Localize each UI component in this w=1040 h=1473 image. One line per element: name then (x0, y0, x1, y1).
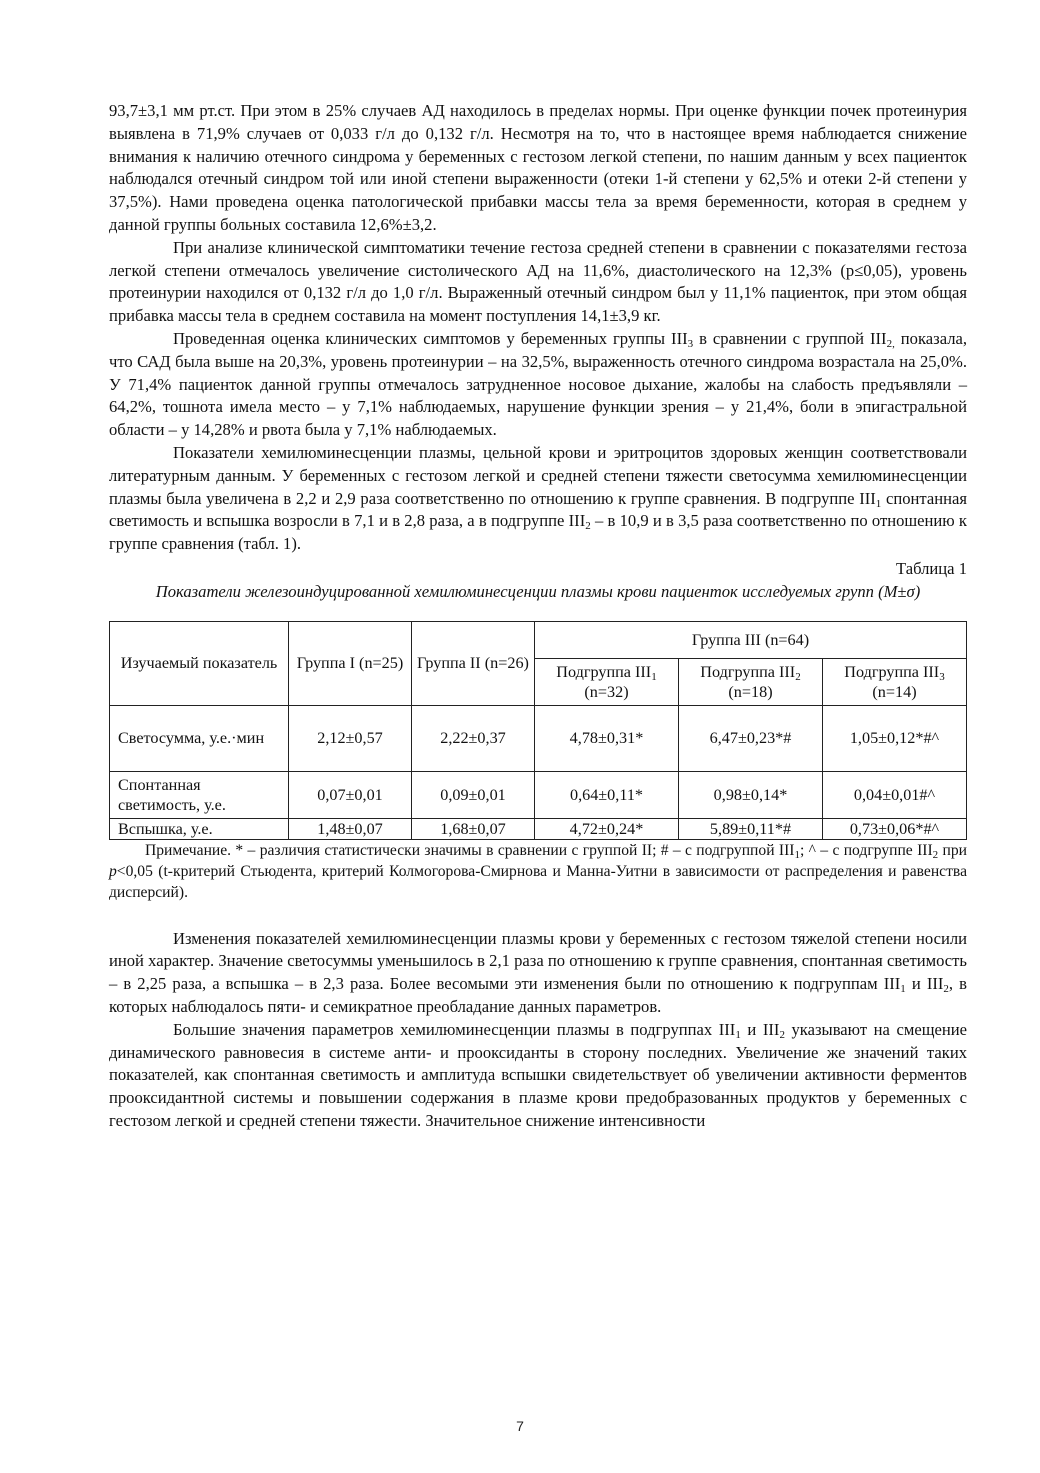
table-row: Светосумма, у.е.·мин 2,12±0,57 2,22±0,37 4,78±0,31* 6,47±0,23*# 1,05±0,12*#^ (110, 705, 967, 771)
paragraph-3: Проведенная оценка клинических симптомов у беременных группы $III_3$ в сравнении с группой $III_{2,}$ показала, что САД была выше на 20,3%, уровень протеинурии – на 32,5%, выраженность отечного синдрома возрастала на 25,0%. У 71,4% пациенток данной группы отмечалось затрудненное носовое дыхание, жалобы на слабость предъявляли – 64,2%, тошнота имела место – у 7,1% наблюдаемых, нарушение функции зрения – у 21,4%, боли в эпигастральной области – у 14,28% и рвота была у 7,1% наблюдаемых. (109, 328, 968, 440)
header-group-1: Группа I (n=25) (289, 621, 412, 705)
page-number: 7 (516, 1418, 524, 1434)
data-table (109, 621, 967, 840)
paragraph-2: При анализе клинической симптоматики течение гестоза средней степени в сравнении с показателями гестоза легкой степени отмечалось увеличение систолического АД на 11,6%, диастолического на 12,3% (р≤0,05), уровень протеинурии находился от 0,132 г/л до 1,0 г/л. Выраженный отечный синдром был у 11,1% пациенток, при этом общая прибавка массы тела в среднем составила на момент поступления 14,1±3,9 кг. (109, 237, 967, 326)
table-row: Спонтанная светимость, у.е. 0,07±0,01 0,09±0,01 0,64±0,11* 0,98±0,14* 0,04±0,01#^ (110, 771, 967, 818)
header-group-3: Группа III (n=64) (535, 621, 967, 658)
header-subgroup-1: Подгруппа $III_1$ (n=32) (535, 658, 679, 705)
table-note: Примечание. * – различия статистически значимы в сравнении с группой II; # – с подгруппой $III_1$; ^ – с подгруппе $III_2$ при p<0,05 (t-критерий Стьюдента, критерий Колмогорова-Смирнова и Манна-Уитни в зависимости от распределения и равенства дисперсий). (109, 841, 967, 901)
header-subgroup-3: Подгруппа $III_3$ (n=14) (823, 658, 967, 705)
table-row: Вспышка, у.е. 1,48±0,07 1,68±0,07 4,72±0,24* 5,89±0,11*# 0,73±0,06*#^ (110, 818, 967, 839)
paragraph-6: Большие значения параметров хемилюминесценции плазмы в подгруппах $III_1$ и $III_2$ указывают на смещение динамического равновесия в системе анти- и прооксиданты в сторону последних. Увеличение же значений таких показателей, как спонтанная светимость и амплитуда вспышки свидетельствует об увеличении активности ферментов прооксидантной системы и повышении содержания в плазме крови предобразованных продуктов у беременных с гестозом легкой и средней степени тяжести. Значительное снижение интенсивности (109, 1019, 967, 1130)
paragraph-5: Изменения показателей хемилюминесценции плазмы крови у беременных с гестозом тяжелой степени носили иной характер. Значение светосуммы уменьшилось в 2,1 раза по отношению к группе сравнения, спонтанная светимость – в 2,25 раза, а вспышка – в 2,3 раза. Более весомыми эти изменения были по отношению к подгруппам $III_1$ и $III_2$, в которых наблюдалось пяти- и семикратное преобладание данных параметров. (109, 928, 967, 1016)
paragraph-4: Показатели хемилюминесценции плазмы, цельной крови и эритроцитов здоровых женщин соответствовали литературным данным. У беременных с гестозом легкой и средней степени тяжести светосумма хемилюминесценции плазмы была увеличена в 2,2 и 2,9 раза соответственно по отношению к группе сравнения. В подгруппе $III_1$ спонтанная светимость и вспышка возросли в 7,1 и в 2,8 раза, а в подгруппе $III_2$ – в 10,9 и в 3,5 раза соответственно по отношению к группе сравнения (табл. 1). (109, 442, 968, 554)
header-group-2: Группа II (n=26) (412, 621, 535, 705)
table-title: Показатели железоиндуцированной хемилюминесценции плазмы крови пациенток исследуемых групп (M±σ) (155, 581, 921, 601)
table-number: Таблица 1 (896, 558, 967, 578)
header-subgroup-2: Подгруппа $III_2$ (n=18) (679, 658, 823, 705)
paragraph-1: 93,7±3,1 мм рт.ст. При этом в 25% случаев АД находилось в пределах нормы. При оценке функции почек протеинурия выявлена в 71,9% случаев от 0,033 г/л до 0,132 г/л. Несмотря на то, что в настоящее время наблюдается снижение внимания к наличию отечного синдрома у беременных с гестозом легкой степени, по нашим данным у всех пациенток наблюдался отечный синдром той или иной степени выраженности (отеки 1-й степени у 62,5% и отеки 2-й степени у 37,5%). Нами проведена оценка патологической прибавки массы тела за время беременности, которая в среднем у данной группы больных составила 12,6%±3,2. (109, 101, 967, 234)
document-page (109, 100, 967, 1133)
header-param: Изучаемый показатель (110, 621, 289, 705)
